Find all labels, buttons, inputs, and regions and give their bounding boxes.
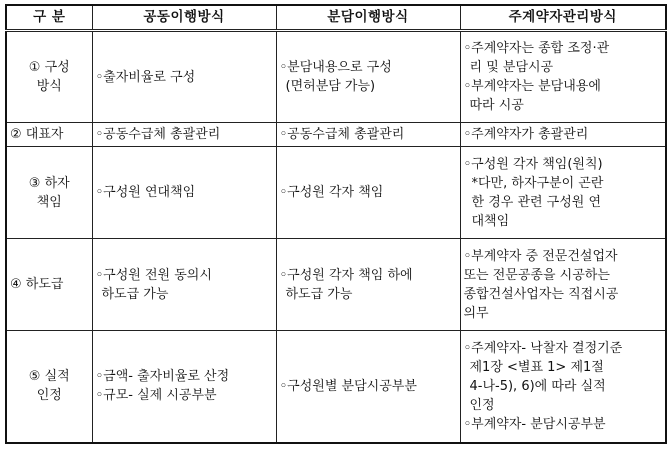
table-row [6,31,666,123]
shared-cell [276,331,460,443]
table-row [6,123,666,147]
cell-line: ◦공동수급체 총괄관리 [95,127,221,142]
cell-line: 하도급 가능 [285,286,353,302]
row-category-cell [6,147,92,239]
joint-cell [92,123,276,147]
cell-line: 인정 [36,388,62,404]
cell-line: 또는 전문공종을 시공하는 [463,267,610,283]
cell-line: ◦구성원 각자 책임 [279,185,384,200]
cell-line: ◦분담내용으로 구성 [279,60,392,75]
row-category-cell [6,331,92,443]
cell-line: ① 구성 [28,60,70,75]
cell-line: ◦규모- 실제 시공부분 [95,388,217,404]
cell-line: ◦부계약자- 분담시공부분 [463,416,606,432]
row-category-cell [6,123,92,147]
cell-line: ◦구성원 연대책임 [95,185,196,200]
cell-line: ◦구성원별 분담시공부분 [279,378,417,394]
cell-line: 방식 [36,79,62,94]
table-row [6,239,666,331]
cell-line: ◦출자비율로 구성 [95,69,196,85]
header-main: 주계약자관리방식 [460,5,666,31]
comparison-table [5,4,667,444]
header-shared: 분담이행방식 [276,5,460,31]
cell-line: ◦금액- 출자비율로 산정 [95,369,230,385]
shared-cell [276,123,460,147]
cell-line: ◦주계약자가 총괄관리 [463,127,589,142]
joint-cell [92,331,276,443]
main-cell [460,147,666,239]
main-cell [460,331,666,443]
cell-line: 대책임 [471,213,510,229]
cell-line: ③ 하자 [28,175,70,191]
main-cell [460,31,666,123]
header-category: 구 분 [6,5,92,31]
shared-cell [276,147,460,239]
cell-line: ◦구성원 전원 동의시 [95,267,212,283]
cell-line: ◦공동수급체 총괄관리 [279,127,405,142]
table-row [6,147,666,239]
joint-cell [92,239,276,331]
shared-cell [276,239,460,331]
cell-line: ◦주계약자- 낙찰자 결정기준 [463,340,623,356]
cell-line: 제1장 <별표 1> 제1절 [469,359,604,375]
cell-line: ◦주계약자는 종합 조정·관 [463,41,610,56]
cell-line: ◦부계약자는 분담내용에 [463,79,601,94]
cell-line: *다만, 하자구분이 곤란 [471,175,604,191]
cell-line: ◦구성원 각자 책임(원칙) [463,156,603,172]
cell-line: 리 및 분담시공 [469,60,554,75]
cell-line: 인정 [469,397,495,413]
cell-line: 하도급 가능 [101,286,169,302]
cell-line: (면허분담 가능) [285,79,376,94]
cell-line: ◦구성원 각자 책임 하에 [279,267,413,283]
cell-line: 책임 [36,194,62,210]
cell-line: 한 경우 관련 구성원 연 [471,194,602,210]
cell-line: 따라 시공 [469,98,524,113]
table-row [6,331,666,443]
cell-line: ◦부계약자 중 전문건설업자 [463,248,618,264]
joint-cell [92,31,276,123]
main-cell [460,123,666,147]
cell-line: ⑤ 실적 [28,369,70,385]
cell-line: ④ 하도급 [10,277,64,292]
row-category-cell [6,239,92,331]
main-cell [460,239,666,331]
shared-cell [276,31,460,123]
cell-line: 종합건설사업자는 직접시공 [463,286,619,302]
joint-cell [92,147,276,239]
cell-line: ② 대표자 [10,127,64,142]
comparison-table-container [5,4,667,444]
header-joint: 공동이행방식 [92,5,276,31]
cell-line: 의무 [463,305,489,321]
cell-line: 4-나-5), 6)에 따라 실적 [469,378,606,394]
row-category-cell [6,31,92,123]
header-row [6,5,666,31]
